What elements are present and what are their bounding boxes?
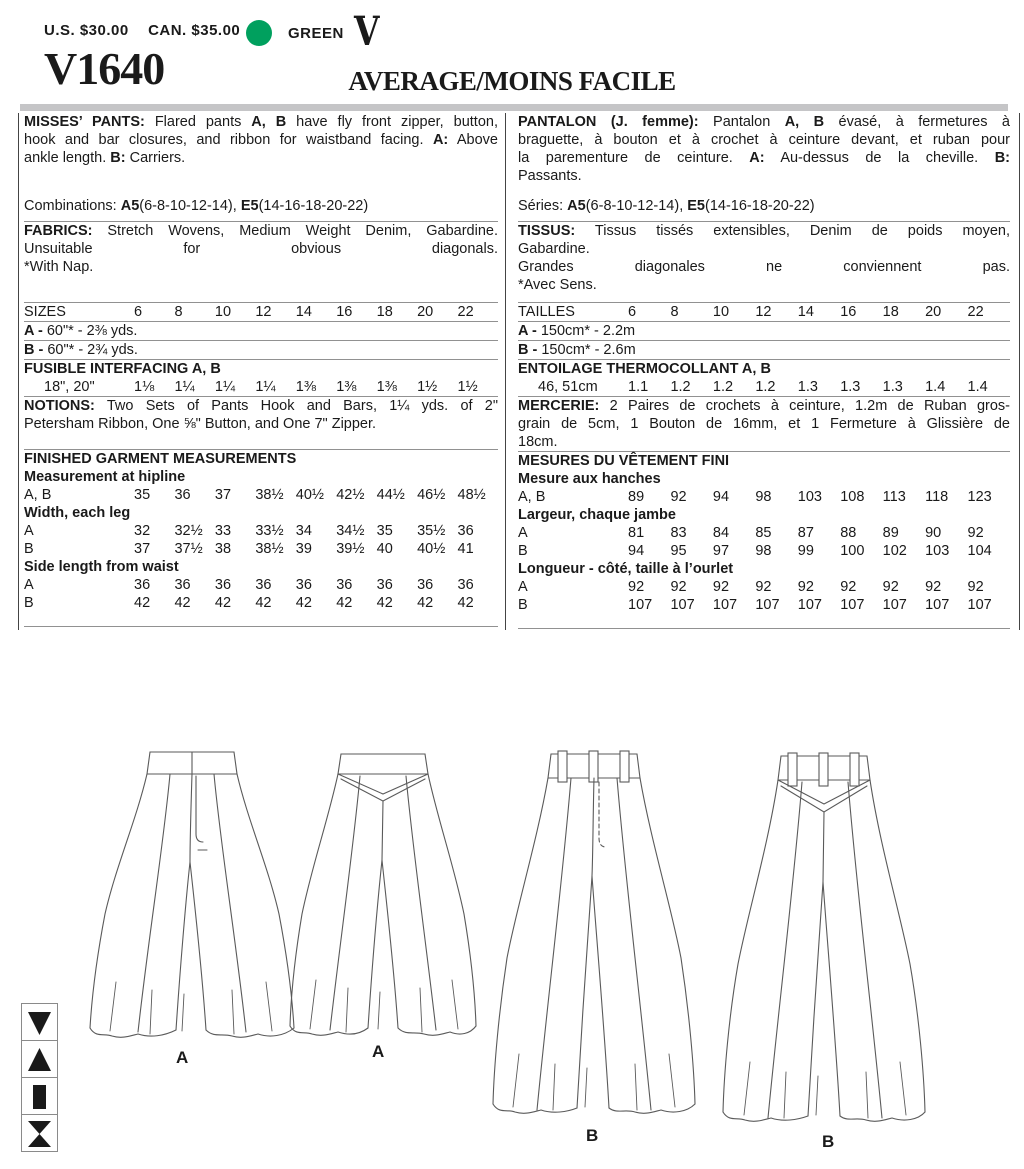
- text-line: NOTIONS: Two Sets of Pants Hook and Bars, 1¼ yds. of 2": [24, 398, 498, 414]
- fr-width-heading: Largeur, chaque jambe: [518, 507, 676, 523]
- en-interfacing-row: [24, 378, 498, 396]
- cell: 107: [840, 597, 865, 613]
- cell: 6: [134, 304, 143, 320]
- fr-side-a-row: [518, 578, 1010, 596]
- cell: 90: [925, 525, 942, 541]
- cell: 40½: [417, 541, 446, 557]
- cell: 95: [670, 543, 687, 559]
- text-line: grain de 5cm, 1 Bouton de 16mm, et 1 Fermeture à Glissière de: [518, 416, 1010, 432]
- cell: 36: [295, 577, 312, 593]
- cell: 104: [967, 543, 992, 559]
- cell: 123: [967, 489, 992, 505]
- cell: 1⅛: [134, 379, 155, 395]
- cell: 88: [840, 525, 857, 541]
- header-divider-bar: [20, 104, 1008, 111]
- en-hipline-heading: Measurement at hipline: [24, 469, 186, 485]
- fr-hipline-row: [518, 488, 1010, 506]
- cell: 46½: [417, 487, 446, 503]
- cell: 83: [670, 525, 687, 541]
- cell: 14: [797, 304, 814, 320]
- cell: 107: [797, 597, 822, 613]
- cell: 1.1: [628, 379, 649, 395]
- fr-hipline-heading: Mesure aux hanches: [518, 471, 661, 487]
- cell: 92: [670, 489, 687, 505]
- cell: 92: [925, 579, 942, 595]
- price-can: CAN. $35.00: [148, 22, 241, 39]
- text-line: Petersham Ribbon, One ⅝" Button, and One 7" Zipper.: [24, 416, 377, 432]
- cell: 36: [174, 487, 191, 503]
- cell: 92: [755, 579, 772, 595]
- difficulty-rating: AVERAGE/MOINS FACILE: [348, 66, 676, 96]
- row-values: [622, 542, 1010, 560]
- cell: 1⅜: [336, 379, 357, 395]
- fr-interfacing-values: [622, 378, 1010, 396]
- cell: 41: [457, 541, 474, 557]
- cell: 36: [417, 577, 434, 593]
- view-label-b-front: B: [586, 1126, 599, 1145]
- text-line: *With Nap.: [24, 259, 94, 275]
- text-line: Passants.: [518, 168, 582, 184]
- en-width-heading: Width, each leg: [24, 505, 131, 521]
- text-line: 18cm.: [518, 434, 558, 450]
- cell: 38: [214, 541, 232, 557]
- fr-interfacing-title: ENTOILAGE THERMOCOLLANT A, B: [518, 361, 771, 377]
- cell: 92: [670, 579, 687, 595]
- en-interfacing-title: FUSIBLE INTERFACING A, B: [24, 361, 221, 377]
- cell: 89: [882, 525, 899, 541]
- cell: 1¼: [255, 379, 276, 395]
- en-interfacing-values: [128, 378, 498, 396]
- en-side-a-row: [24, 576, 498, 594]
- fr-sizes-row: [518, 303, 1010, 321]
- cell: 1.2: [670, 379, 691, 395]
- view-label-a-back: A: [372, 1042, 385, 1061]
- cell: 36: [457, 523, 474, 539]
- text-line: PANTALON (J. femme): Pantalon A, B évasé, à fermetures à: [518, 114, 1010, 130]
- cell: 92: [712, 579, 730, 595]
- cell: 92: [967, 525, 984, 541]
- cell: 85: [755, 525, 772, 541]
- view-label-a-front: A: [176, 1048, 189, 1067]
- cell: 32: [134, 523, 151, 539]
- cell: 18: [882, 304, 899, 320]
- left-column-border: [18, 113, 19, 630]
- row-values: [622, 524, 1010, 542]
- cell: 92: [797, 579, 814, 595]
- cutting-line-symbols: [21, 1003, 58, 1152]
- en-yardage-a: [24, 322, 498, 340]
- text-line: B - 150cm* - 2.6m: [518, 342, 636, 358]
- english-column: [24, 113, 498, 627]
- cell: 6: [628, 304, 637, 320]
- cell: 92: [628, 579, 645, 595]
- cell: 32½: [174, 523, 203, 539]
- cell: 1.3: [882, 379, 903, 395]
- cell: 1⅜: [295, 379, 316, 395]
- cell: 36: [255, 577, 272, 593]
- cell: 34: [295, 523, 312, 539]
- cell: 1.3: [840, 379, 861, 395]
- fr-finished-title: MESURES DU VÊTEMENT FINI: [518, 453, 730, 469]
- row-label: A, B: [518, 489, 546, 505]
- en-sizes-label: SIZES: [24, 304, 66, 320]
- cell: 42: [376, 595, 393, 611]
- row-label: A: [24, 523, 34, 539]
- cell: 18: [376, 304, 393, 320]
- text-line: A - 150cm* - 2.2m: [518, 323, 636, 339]
- cell: 87: [797, 525, 814, 541]
- text-line: Grandes diagonales ne conviennent pas.: [518, 259, 1010, 275]
- cell: 1.4: [967, 379, 988, 395]
- cell: 35: [134, 487, 151, 503]
- cell: 98: [755, 489, 772, 505]
- fr-yardage-a: [518, 322, 1010, 340]
- cell: 42: [214, 595, 232, 611]
- cell: 103: [797, 489, 822, 505]
- cell: 8: [174, 304, 183, 320]
- cell: 33: [214, 523, 232, 539]
- cell: 1¼: [214, 379, 236, 395]
- text-line: Unsuitable for obvious diagonals.: [24, 241, 498, 257]
- cell: 98: [755, 543, 772, 559]
- cell: 14: [295, 304, 312, 320]
- cell: 22: [457, 304, 474, 320]
- cell: 39½: [336, 541, 365, 557]
- cell: 94: [712, 489, 730, 505]
- row-values: [622, 488, 1010, 506]
- vogue-v-logo: V: [354, 8, 380, 55]
- cell: 16: [336, 304, 353, 320]
- cell: 1½: [457, 379, 478, 395]
- pants-b-back-drawing: [718, 748, 930, 1140]
- cell: 12: [255, 304, 272, 320]
- cell: 35: [376, 523, 393, 539]
- cell: 107: [755, 597, 780, 613]
- cell: 118: [925, 489, 949, 505]
- rule: [24, 626, 498, 627]
- cell: 10: [214, 304, 232, 320]
- cell: 33½: [255, 523, 284, 539]
- cell: 37: [134, 541, 151, 557]
- pants-b-front-drawing: [489, 746, 699, 1130]
- cell: 113: [882, 489, 906, 505]
- text-line: la parementure de ceinture. A: Au-dessus de la cheville. B:: [518, 150, 1010, 166]
- cell: 37½: [174, 541, 203, 557]
- cell: 84: [712, 525, 730, 541]
- row-label: A: [518, 525, 528, 541]
- cell: 102: [882, 543, 907, 559]
- cell: 103: [925, 543, 950, 559]
- pattern-number: V1640: [44, 43, 165, 94]
- cell: 42: [417, 595, 434, 611]
- row-values: [128, 576, 498, 594]
- text-line: B - 60"* - 2¾ yds.: [24, 342, 138, 358]
- cell: 20: [925, 304, 942, 320]
- cell: 16: [840, 304, 857, 320]
- cell: 92: [967, 579, 984, 595]
- cutting-line-square-icon: [21, 1077, 58, 1115]
- cell: 36: [457, 577, 474, 593]
- color-label: GREEN: [288, 25, 344, 42]
- row-values: [622, 596, 1010, 614]
- text-line: MERCERIE: 2 Paires de crochets à ceinture, 1.2m de Ruban gros-: [518, 398, 1010, 414]
- cell: 42½: [336, 487, 365, 503]
- en-width-a-row: [24, 522, 498, 540]
- en-sizes-values: [128, 303, 498, 321]
- en-description: [24, 113, 498, 167]
- en-fabrics: [24, 222, 498, 276]
- cell: 8: [670, 304, 679, 320]
- cell: 94: [628, 543, 645, 559]
- text-line: ankle length. B: Carriers.: [24, 150, 186, 166]
- en-hipline-row: [24, 486, 498, 504]
- cell: 40½: [295, 487, 324, 503]
- cell: 39: [295, 541, 312, 557]
- cell: 38½: [255, 541, 284, 557]
- rule: [518, 628, 1010, 629]
- en-yardage-b: [24, 341, 498, 359]
- text-line: Gabardine.: [518, 241, 590, 257]
- french-column: [518, 113, 1010, 629]
- cell: 107: [967, 597, 992, 613]
- cell: 1.3: [797, 379, 818, 395]
- row-label: A: [24, 577, 34, 593]
- text-line: braguette, à bouton et à crochet à ceinture devant, et ruban pour: [518, 132, 1010, 148]
- fr-side-heading: Longueur - côté, taille à l’ourlet: [518, 561, 734, 577]
- fr-yardage-b: [518, 341, 1010, 359]
- fr-width-a-row: [518, 524, 1010, 542]
- cell: 107: [670, 597, 695, 613]
- cell: 1.4: [925, 379, 946, 395]
- cell: 107: [925, 597, 950, 613]
- fr-side-b-row: [518, 596, 1010, 614]
- cell: 48½: [457, 487, 486, 503]
- text-line: Séries: A5(6-8-10-12-14), E5(14-16-18-20-22): [518, 198, 815, 214]
- price-us: U.S. $30.00: [44, 22, 129, 39]
- fr-sizes-label: TAILLES: [518, 304, 575, 320]
- text-line: Combinations: A5(6-8-10-12-14), E5(14-16-18-20-22): [24, 198, 369, 214]
- pants-a-back-drawing: [288, 748, 478, 1042]
- en-sizes-row: [24, 303, 498, 321]
- cell: 108: [840, 489, 865, 505]
- cell: 92: [882, 579, 899, 595]
- text-line: TISSUS: Tissus tissés extensibles, Denim de poids moyen,: [518, 223, 1010, 239]
- fr-interfacing-row: [518, 378, 1010, 396]
- en-width-b-row: [24, 540, 498, 558]
- en-finished-title: FINISHED GARMENT MEASUREMENTS: [24, 451, 297, 467]
- cell: 42: [295, 595, 312, 611]
- cell: 92: [840, 579, 857, 595]
- row-values: [128, 522, 498, 540]
- cell: 34½: [336, 523, 365, 539]
- row-values: [128, 540, 498, 558]
- cell: 36: [174, 577, 191, 593]
- cell: 89: [628, 489, 645, 505]
- cell: 1¼: [174, 379, 195, 395]
- cell: 36: [376, 577, 393, 593]
- cell: 42: [174, 595, 191, 611]
- cutting-line-triangle-down-icon: [21, 1003, 58, 1041]
- cell: 44½: [376, 487, 405, 503]
- pants-a-front-drawing: [86, 746, 298, 1044]
- en-notions: [24, 397, 498, 433]
- row-label: B: [518, 543, 528, 559]
- cell: 22: [967, 304, 984, 320]
- cell: 40: [376, 541, 393, 557]
- row-label: B: [518, 597, 528, 613]
- cutting-line-hourglass-icon: [21, 1114, 58, 1152]
- cell: 10: [712, 304, 730, 320]
- cell: 97: [712, 543, 730, 559]
- row-values: [128, 486, 498, 504]
- cell: 37: [214, 487, 232, 503]
- en-interfacing-label: 18", 20": [44, 379, 95, 395]
- cell: 1½: [417, 379, 438, 395]
- cell: 107: [712, 597, 738, 613]
- row-values: [128, 594, 498, 612]
- text-line: hook and bar closures, and ribbon for waistband facing. A: Above: [24, 132, 498, 148]
- cell: 42: [457, 595, 474, 611]
- cell: 100: [840, 543, 865, 559]
- cell: 20: [417, 304, 434, 320]
- cell: 81: [628, 525, 645, 541]
- cell: 36: [336, 577, 353, 593]
- fr-series: [518, 197, 1010, 215]
- fr-width-b-row: [518, 542, 1010, 560]
- en-side-b-row: [24, 594, 498, 612]
- cell: 38½: [255, 487, 284, 503]
- cutting-line-triangle-up-icon: [21, 1040, 58, 1078]
- text-line: A - 60"* - 2⅜ yds.: [24, 323, 138, 339]
- cell: 42: [134, 595, 151, 611]
- cell: 99: [797, 543, 814, 559]
- row-label: B: [24, 595, 34, 611]
- cell: 42: [255, 595, 272, 611]
- right-column-border: [1019, 113, 1020, 630]
- fr-interfacing-label: 46, 51cm: [538, 379, 598, 395]
- en-combinations: [24, 197, 498, 215]
- text-line: *Avec Sens.: [518, 277, 597, 293]
- cell: 1⅜: [376, 379, 397, 395]
- cell: 107: [628, 597, 653, 613]
- text-line: MISSES’ PANTS: Flared pants A, B have fly front zipper, button,: [24, 114, 498, 130]
- cell: 1.2: [712, 379, 734, 395]
- fr-tissus: [518, 222, 1010, 294]
- cell: 36: [134, 577, 151, 593]
- fr-description: [518, 113, 1010, 185]
- cell: 42: [336, 595, 353, 611]
- column-divider: [505, 113, 506, 630]
- row-label: A: [518, 579, 528, 595]
- row-label: A, B: [24, 487, 52, 503]
- row-values: [622, 578, 1010, 596]
- cell: 107: [882, 597, 907, 613]
- cell: 1.2: [755, 379, 776, 395]
- text-line: FABRICS: Stretch Wovens, Medium Weight Denim, Gabardine.: [24, 223, 498, 239]
- price-line: [44, 22, 240, 39]
- fr-sizes-values: [622, 303, 1010, 321]
- cell: 35½: [417, 523, 446, 539]
- en-side-heading: Side length from waist: [24, 559, 179, 575]
- fr-mercerie: [518, 397, 1010, 451]
- cell: 12: [755, 304, 772, 320]
- row-label: B: [24, 541, 34, 557]
- green-dot-icon: [246, 20, 272, 46]
- view-label-b-back: B: [822, 1132, 835, 1151]
- cell: 36: [214, 577, 232, 593]
